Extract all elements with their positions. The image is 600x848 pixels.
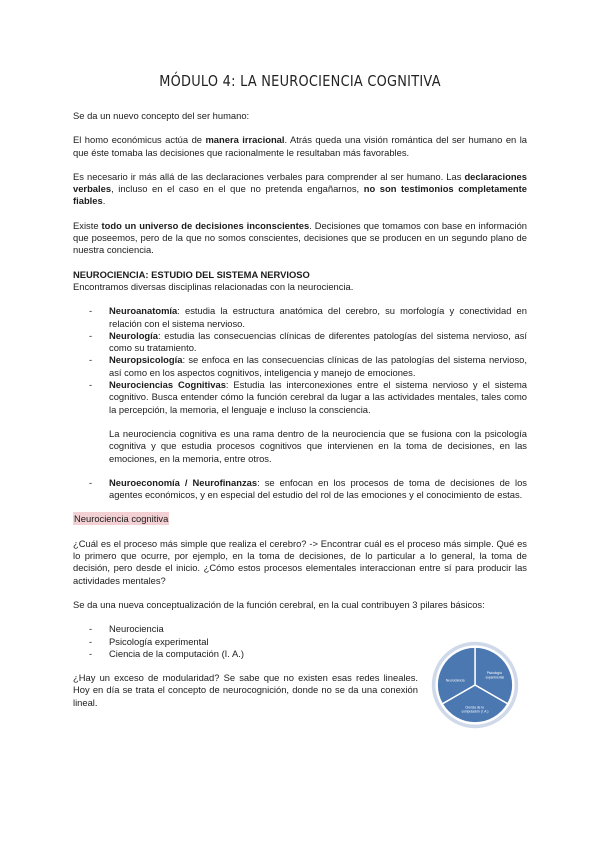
disciplines-list xyxy=(73,305,527,416)
diagram-label-psicologia xyxy=(486,671,505,679)
pillars-cycle-diagram xyxy=(430,640,520,730)
diagram-label-computacion-line2: computación (I. A.) xyxy=(461,709,489,714)
document-body xyxy=(73,110,527,721)
paragraph-modularidad: ¿Hay un exceso de modularidad? Se sabe que no existen esas redes lineales. Hoy en día se trata el concepto de neurocognición, donde no se da una conexión lineal. xyxy=(73,672,418,708)
diagram-label-computacion xyxy=(462,705,489,713)
list-item: - Neurociencia xyxy=(73,623,527,635)
diagram-label-neurociencia: Neurociencia xyxy=(445,678,465,683)
section-heading: NEUROCIENCIA: ESTUDIO DEL SISTEMA NERVIOSO xyxy=(73,268,310,280)
paragraph-pilares: Se da una nueva conceptualización de la función cerebral, en la cual contribuyen 3 pilares básicos: xyxy=(73,598,485,610)
list-item: - Neuroeconomía / Neurofinanzas: se enfocan en los procesos de toma de decisiones de los agentes económicos, y en especial del estudio del rol de las emociones y el conocimiento de estas. xyxy=(73,477,527,502)
diagram-label-psicologia-line2: experimental xyxy=(485,675,505,680)
intro-paragraph: Se da un nuevo concepto del ser humano: xyxy=(73,110,250,121)
paragraph-declaraciones: Es necesario ir más allá de las declaraciones verbales para comprender al ser humano. Las declaraciones verbales, incluso en el caso en el que no pretenda engañarnos, no son testimonios completamente fiables. xyxy=(73,170,527,207)
disciplines-list-2 xyxy=(73,477,527,502)
diagram-label-psicologia-line1: Psicología xyxy=(486,671,502,676)
paragraph-proceso-simple: ¿Cuál es el proceso más simple que realiza el cerebro? -> Encontrar cuál es el proceso más simple. Qué es lo primero que ocurre, por ejemplo, en la toma de decisiones, de lo particular a lo general, la toma de decisión, pero desde el inicio. ¿Cómo estos procesos elementales interaccionan entre sí para producir las actividades mentales? xyxy=(73,537,527,586)
list-item: - Neurología: estudia las consecuencias clínicas de diferentes patologías del sistema nervioso, así como su tratamiento. xyxy=(73,330,527,355)
highlight-heading: Neurociencia cognitiva xyxy=(74,513,169,525)
list-item: - Ciencia de la computación (I. A.) xyxy=(73,648,527,660)
neurociencia-cognitiva-paragraph: La neurociencia cognitiva es una rama dentro de la neurociencia que se fusiona con la psicología cognitiva y que estudia procesos cognitivos que intervienen en la toma de decisiones, en las emociones, en la memoria, entre otros. xyxy=(109,427,527,464)
list-item: - Neuroanatomía: estudia la estructura anatómica del cerebro, su morfología y conectividad en relación con el sistema nervioso. xyxy=(73,305,527,330)
page-title: MÓDULO 4: LA NEUROCIENCIA COGNITIVA xyxy=(159,72,441,90)
section-subtitle: Encontramos diversas disciplinas relacionadas con la neurociencia. xyxy=(73,280,354,292)
list-item: - Neuropsicología: se enfoca en las consecuencias clínicas de las patologías del sistema nervioso, así como en los aspectos cognitivos, inteligencia y manejo de emociones. xyxy=(73,354,527,379)
list-item: - Psicología experimental xyxy=(73,636,527,648)
list-item: - Neurociencias Cognitivas: Estudia las interconexiones entre el sistema nervioso y el sistema cognitivo. Busca entender cómo la función cerebral da lugar a las actividades mentales, tales como la percepción, la memoria, el lenguaje e incluso la consciencia. xyxy=(73,379,527,416)
cycle-diagram-svg xyxy=(430,640,520,730)
diagram-label-computacion-line1: Ciencia de la xyxy=(465,705,484,710)
paragraph-homo-economicus: El homo económicus actúa de manera irracional. Atrás queda una visión romántica del ser humano en la que éste tomaba las decisiones que racionalmente le resultaban más favorables. xyxy=(73,134,527,158)
paragraph-decisiones-inconscientes: Existe todo un universo de decisiones inconscientes. Decisiones que tomamos con base en información que poseemos, pero de la que no somos conscientes, decisiones que se producen en un segundo plano de nuestra conciencia. xyxy=(73,219,528,256)
